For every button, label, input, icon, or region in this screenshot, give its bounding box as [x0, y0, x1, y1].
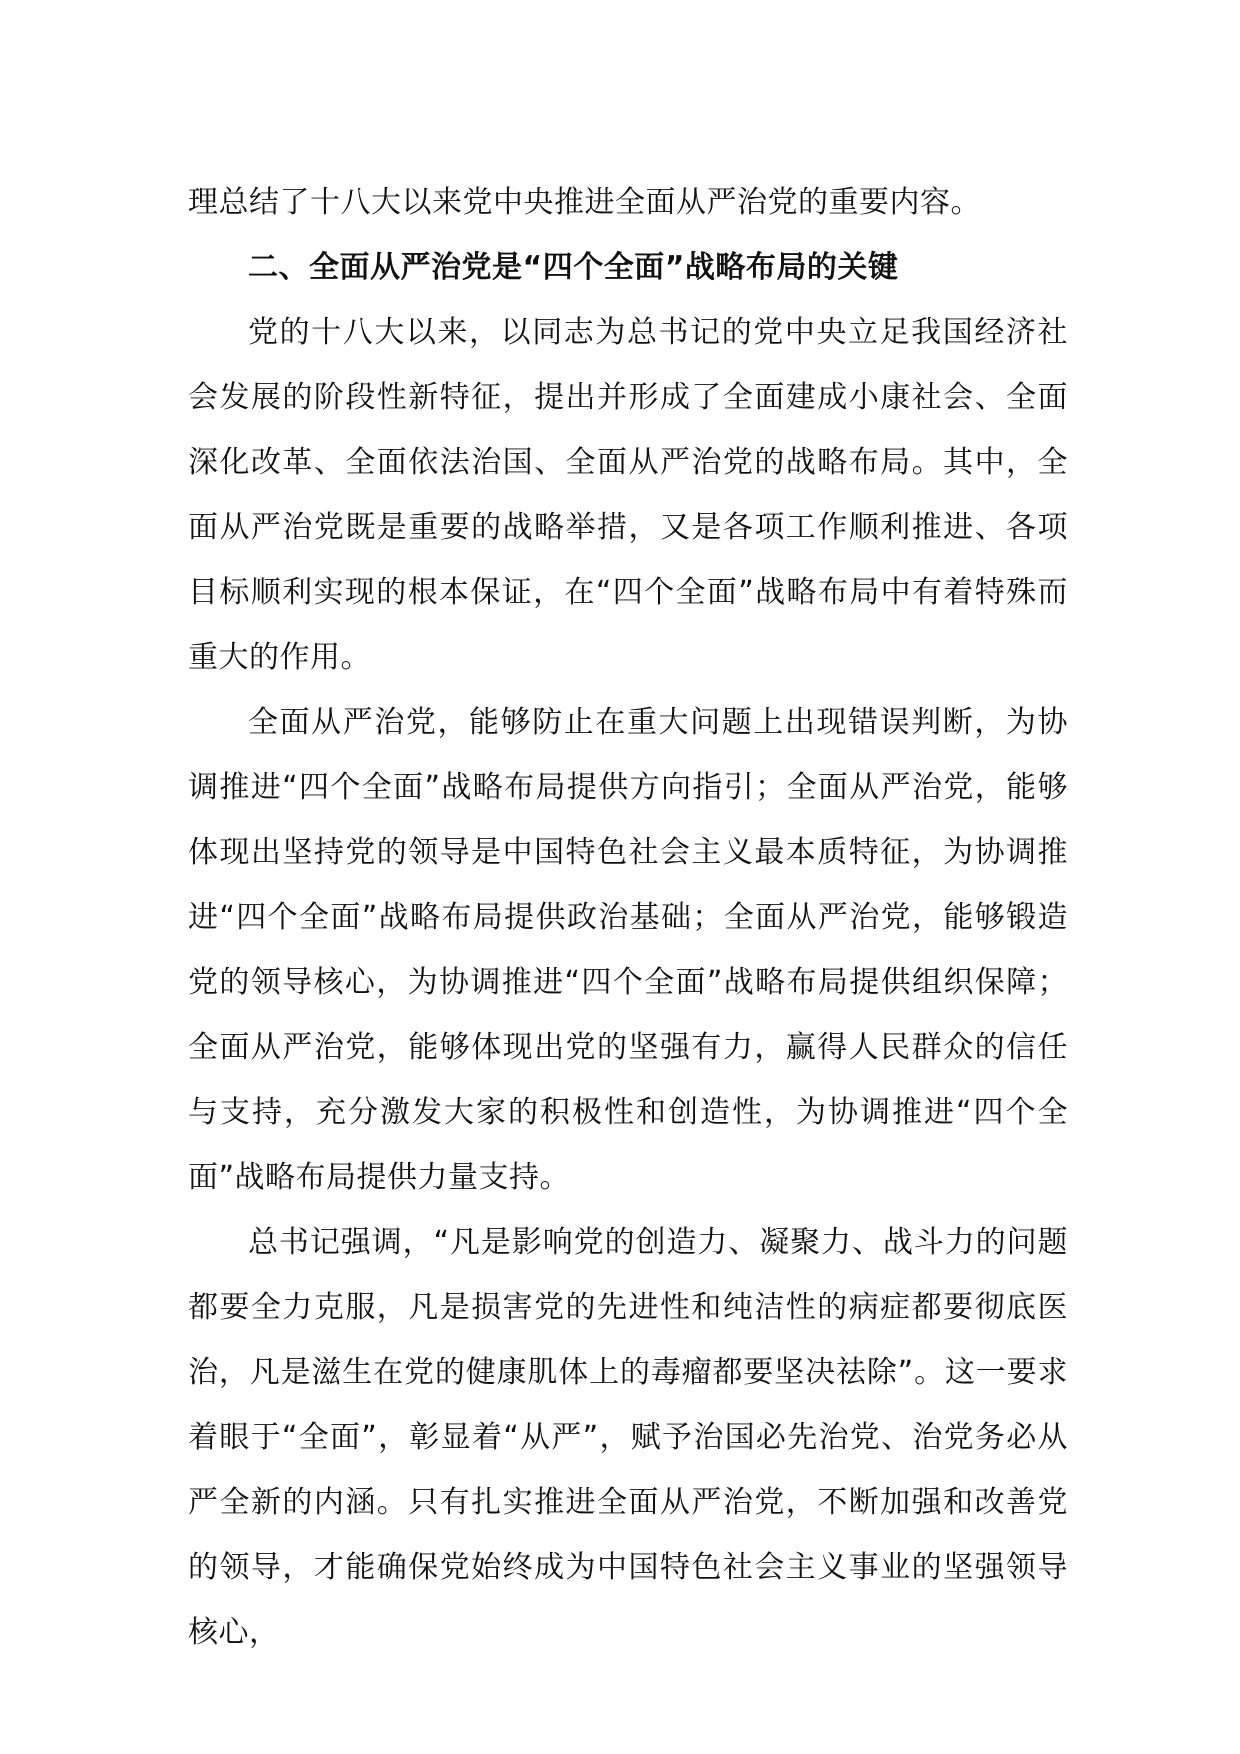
- paragraph: 党的十八大以来，以同志为总书记的党中央立足我国经济社会发展的阶段性新特征，提出并形成了全面建成小康社会、全面深化改革、全面依法治国、全面从严治党的战略布局。其中，全面从严治党既是重要的战略举措，又是各项工作顺利推进、各项目标顺利实现的根本保证，在“四个全面”战略布局中有着特殊而重大的作用。: [188, 315, 1068, 675]
- paragraph: 总书记强调，“凡是影响党的创造力、凝聚力、战斗力的问题都要全力克服，凡是损害党的先进性和纯洁性的病症都要彻底医治，凡是滋生在党的健康肌体上的毒瘤都要坚决祛除”。这一要求着眼于“全面”，彰显着“从严”，赋予治国必先治党、治党务必从严全新的内涵。只有扎实推进全面从严治党，不断加强和改善党的领导，才能确保党始终成为中国特色社会主义事业的坚强领导核心，: [188, 1225, 1068, 1650]
- paragraph-continuation: 理总结了十八大以来党中央推进全面从严治党的重要内容。: [188, 185, 981, 220]
- paragraph: 全面从严治党，能够防止在重大问题上出现错误判断，为协调推进“四个全面”战略布局提供方向指引；全面从严治党，能够体现出坚持党的领导是中国特色社会主义最本质特征，为协调推进“四个全面”战略布局提供政治基础；全面从严治党，能够锻造党的领导核心，为协调推进“四个全面”战略布局提供组织保障；全面从严治党，能够体现出党的坚强有力，赢得人民群众的信任与支持，充分激发大家的积极性和创造性，为协调推进“四个全面”战略布局提供力量支持。: [188, 705, 1068, 1195]
- section-heading: 二、全面从严治党是“四个全面”战略布局的关键: [248, 250, 899, 285]
- document-body: [188, 170, 1068, 1665]
